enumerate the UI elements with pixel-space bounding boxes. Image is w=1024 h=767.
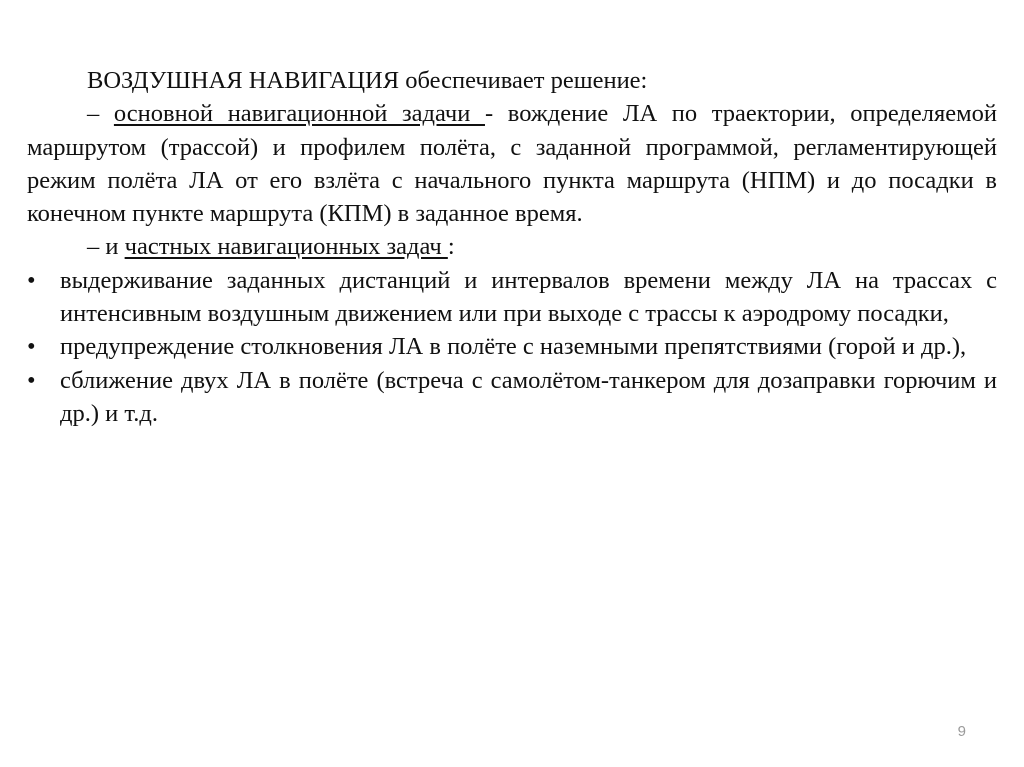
main-task-description: - вождение ЛА по траектории, определяемой маршрутом (трассой) и профилем полёта, с заданной программой, регламентирующей режим полёта ЛА от его взлёта с начального пункта маршрута (НПМ) и до посадки в конечном пункте маршрута (КПМ) в заданное время. bbox=[27, 100, 998, 228]
particular-tasks-dash: – и bbox=[87, 233, 125, 261]
slide-content bbox=[27, 64, 997, 430]
heading-rest: обеспечивает решение: bbox=[399, 67, 648, 94]
particular-tasks-paragraph bbox=[27, 230, 997, 263]
main-task-paragraph bbox=[27, 97, 997, 230]
page-number: 9 bbox=[957, 723, 966, 740]
particular-tasks-underlined: частных навигационных задач bbox=[124, 233, 448, 261]
bullet-icon: • bbox=[27, 266, 36, 294]
bullet-icon: • bbox=[27, 366, 36, 394]
list-item bbox=[27, 330, 997, 363]
intro-paragraph bbox=[27, 64, 997, 97]
main-task-underlined: основной навигационной задачи bbox=[113, 100, 485, 128]
particular-tasks-colon: : bbox=[447, 233, 455, 261]
main-task-dash: – bbox=[87, 100, 114, 128]
list-item-text: предупреждение столкновения ЛА в полёте с наземными препятствиями (горой и др.), bbox=[60, 333, 967, 361]
heading-title: ВОЗДУШНАЯ НАВИГАЦИЯ bbox=[87, 67, 400, 94]
list-item bbox=[27, 264, 997, 331]
bullet-icon: • bbox=[27, 333, 36, 361]
list-item-text: выдерживание заданных дистанций и интервалов времени между ЛА на трассах с интенсивным воздушным движением или при выходе с трассы к аэродрому посадки, bbox=[60, 266, 997, 328]
list-item-text: сближение двух ЛА в полёте (встреча с самолётом-танкером для дозаправки горючим и др.) и т.д. bbox=[60, 366, 997, 427]
list-item bbox=[27, 364, 997, 431]
particular-tasks-list bbox=[27, 264, 997, 430]
